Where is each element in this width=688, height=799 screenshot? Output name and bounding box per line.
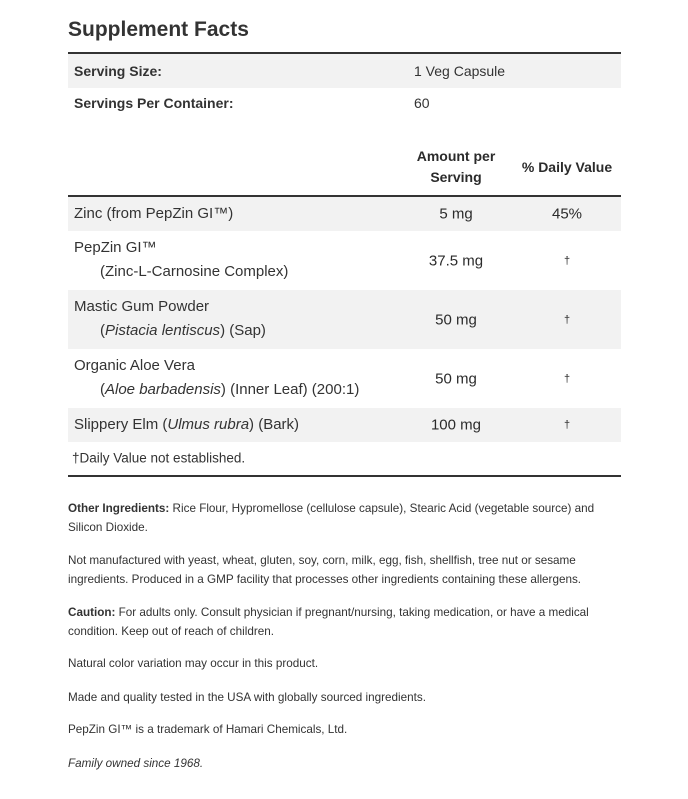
other-ingredients-text: Rice Flour, Hypromellose (cellulose capsule), Stearic Acid (vegetable source) and Silicon Dioxide. bbox=[68, 502, 595, 534]
ingredient-subname: (Pistacia lentiscus) (Sap) bbox=[100, 322, 266, 339]
other-ingredients bbox=[68, 499, 628, 537]
ingredient-amount: 37.5 mg bbox=[428, 252, 484, 269]
bottom-rule bbox=[68, 475, 621, 477]
ingredient-name: Zinc (from PepZin GI™) bbox=[74, 205, 234, 222]
ingredient-name-pre: Slippery Elm ( bbox=[74, 416, 168, 433]
ingredient-daily-value: † bbox=[563, 254, 571, 267]
allergen-statement: Not manufactured with yeast, wheat, gluten, soy, corn, milk, egg, fish, shellfish, tree nut or sesame ingredients. Produced in a GMP facility that processes other ingredients containing these allergens. bbox=[68, 554, 582, 586]
servings-per-container-row bbox=[68, 88, 621, 118]
servings-per-container-value: 60 bbox=[414, 95, 430, 111]
table-row bbox=[68, 290, 621, 349]
serving-size-value: 1 Veg Capsule bbox=[414, 63, 506, 79]
footnote-row bbox=[68, 442, 621, 474]
ingredient-daily-value: † bbox=[563, 313, 571, 326]
amount-per-serving-header bbox=[406, 146, 506, 188]
table-row bbox=[68, 408, 621, 442]
table-row bbox=[68, 231, 621, 290]
ingredient-name: Mastic Gum Powder bbox=[74, 298, 210, 315]
other-ingredients-label: Other Ingredients: bbox=[68, 502, 170, 515]
amount-header-line1: Amount per bbox=[416, 148, 496, 164]
ingredient-daily-value: 45% bbox=[551, 205, 583, 223]
ingredient-amount: 50 mg bbox=[435, 311, 477, 328]
ingredient-amount: 5 mg bbox=[439, 205, 473, 223]
ingredient-part: (Inner Leaf) (200:1) bbox=[225, 381, 360, 398]
daily-value-header: % Daily Value bbox=[521, 159, 613, 175]
ingredient-part: (Sap) bbox=[225, 322, 266, 339]
ingredient-latin-name: Pistacia lentiscus bbox=[105, 322, 221, 339]
origin-note: Made and quality tested in the USA with globally sourced ingredients. bbox=[68, 691, 426, 704]
table-header bbox=[68, 140, 621, 194]
ingredient-name bbox=[74, 413, 299, 437]
serving-size-label: Serving Size: bbox=[74, 63, 162, 79]
ingredient-name-block bbox=[74, 295, 266, 343]
servings-per-container-label: Servings Per Container: bbox=[74, 95, 234, 111]
ingredient-name-block bbox=[74, 236, 288, 284]
ingredient-subname: (Aloe barbadensis) (Inner Leaf) (200:1) bbox=[100, 381, 360, 398]
ingredient-subname: (Zinc-L-Carnosine Complex) bbox=[100, 263, 289, 280]
family-note bbox=[68, 754, 628, 773]
ingredient-latin-name: Ulmus rubra bbox=[167, 416, 250, 433]
ingredient-name-post: ) (Bark) bbox=[249, 416, 300, 433]
caution-label: Caution: bbox=[68, 606, 116, 619]
page-title: Supplement Facts bbox=[68, 18, 249, 41]
ingredient-name: PepZin GI™ bbox=[74, 239, 157, 256]
ingredient-latin-name: Aloe barbadensis bbox=[105, 381, 221, 398]
ingredient-name-block bbox=[74, 354, 359, 402]
daily-value-footnote: †Daily Value not established. bbox=[72, 450, 246, 466]
ingredient-daily-value: † bbox=[563, 419, 571, 431]
family-note-text: Family owned since 1968. bbox=[68, 757, 204, 770]
ingredient-amount: 100 mg bbox=[430, 416, 482, 434]
trademark-note: PepZin GI™ is a trademark of Hamari Chemicals, Ltd. bbox=[68, 723, 348, 736]
amount-header-line2: Serving bbox=[430, 169, 482, 185]
serving-size-row bbox=[68, 54, 621, 88]
table-row bbox=[68, 197, 621, 231]
ingredient-amount: 50 mg bbox=[435, 370, 477, 387]
caution-text: For adults only. Consult physician if pregnant/nursing, taking medication, or have a medical condition. Keep out of reach of children. bbox=[68, 606, 589, 638]
ingredient-name: Organic Aloe Vera bbox=[74, 357, 195, 374]
ingredient-daily-value: † bbox=[563, 372, 571, 385]
color-variation-note: Natural color variation may occur in this product. bbox=[68, 657, 319, 670]
caution bbox=[68, 603, 628, 641]
table-row bbox=[68, 349, 621, 408]
